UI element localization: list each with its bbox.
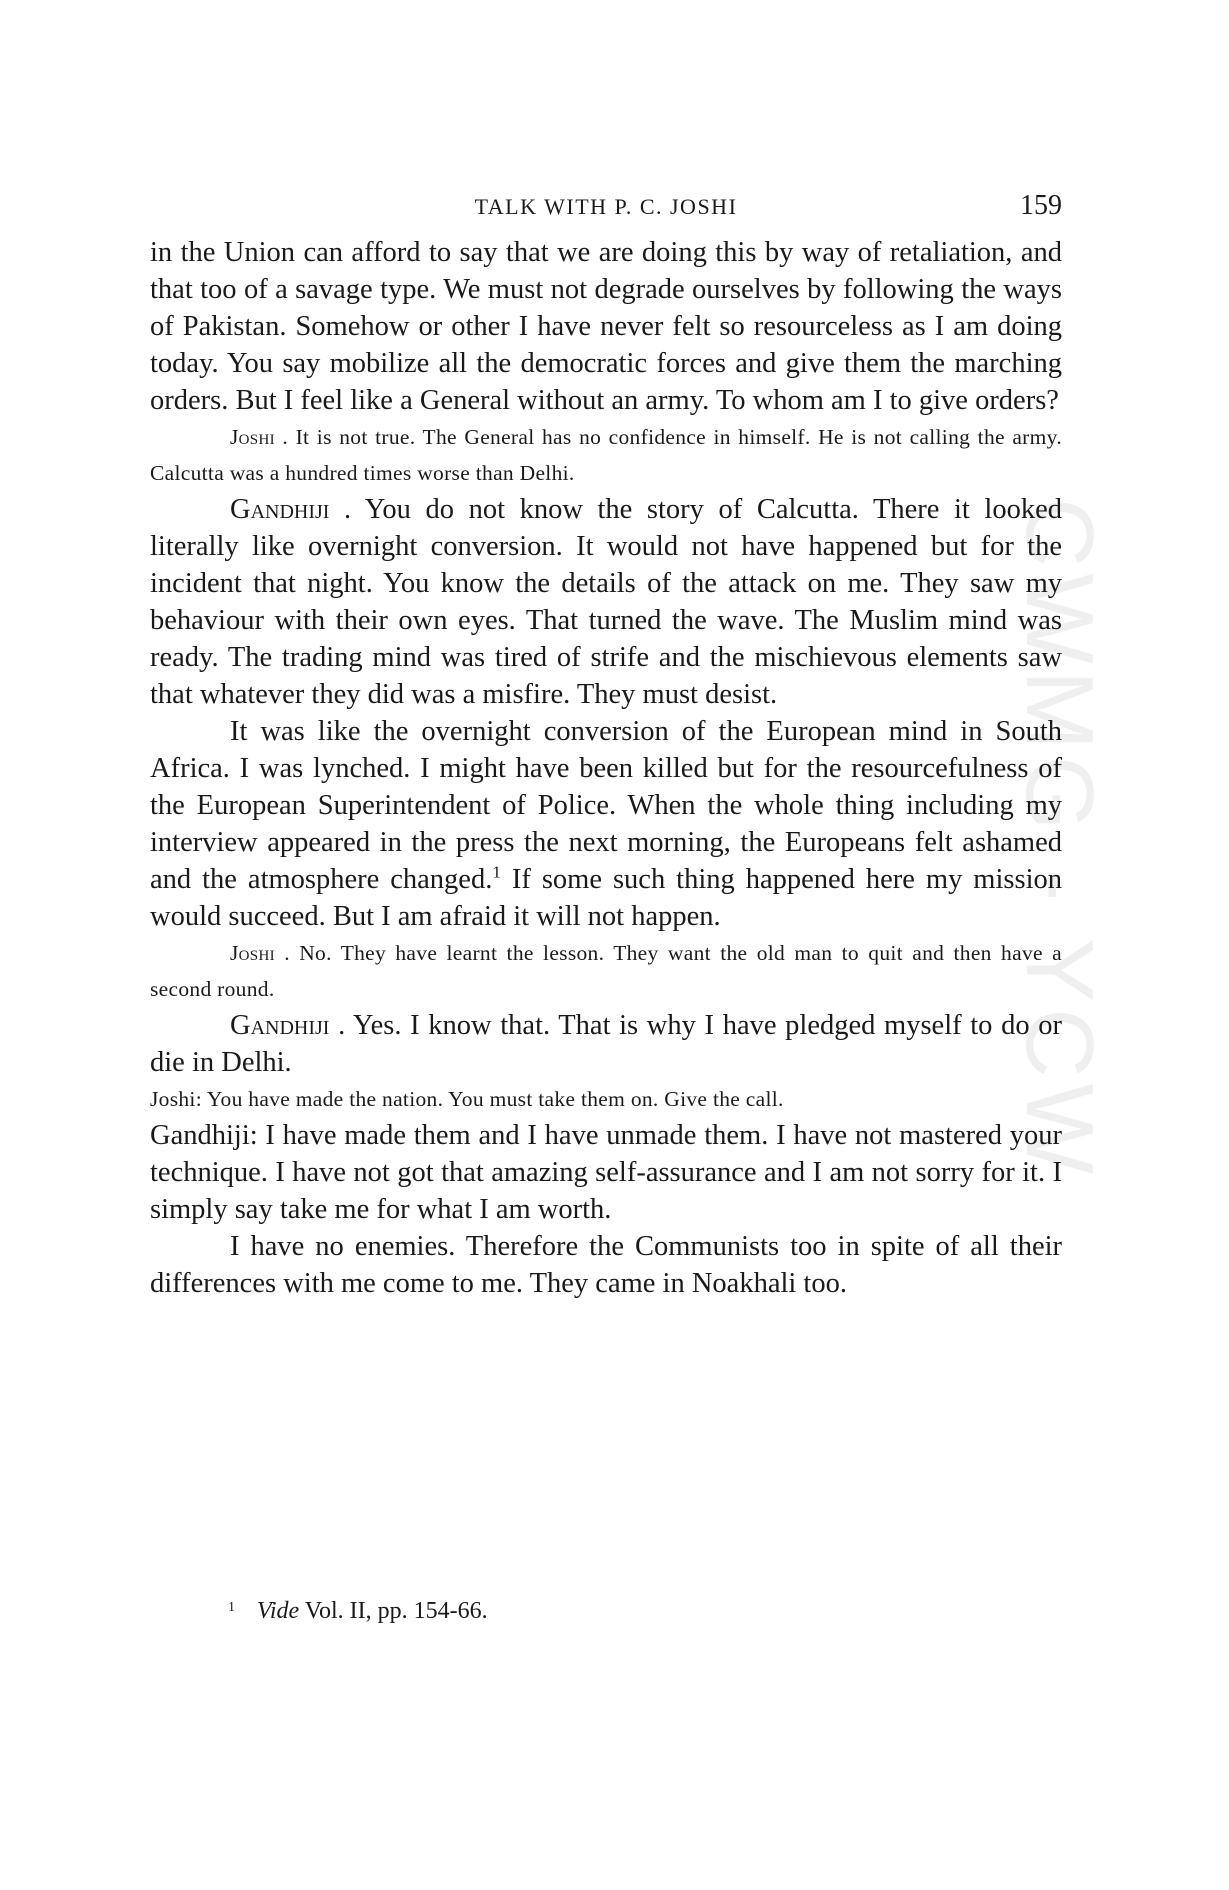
paragraph: It was like the overnight conversion of the European mind in South Africa. I was lynched. I might have been killed but for the resourcefulness of the European Superintendent of Police. When the whole thing including my interview appeared in the press the next morning, the Europeans felt ashamed and the atmosphere changed.$^1$ If some such thing happened here my mission would succeed. But I am afraid it will not happen. <box>150 716 1062 932</box>
footnote-reference: 1 <box>492 862 501 882</box>
speech-gandhiji: Gandhiji: I have made them and I have unmade them. I have not mastered your technique. I have not got that amazing self-assurance and I am not sorry for it. I simply say take me for what I am worth. <box>150 1120 1062 1225</box>
footnote-mark: 1 <box>228 1600 235 1615</box>
running-title: TALK WITH P. C. JOSHI <box>474 194 738 219</box>
watermark: CWMG - YCW <box>1006 498 1113 1181</box>
body-text <box>150 234 1062 1302</box>
speech-text: No. They have learnt the lesson. They want the old man to quit and then have a second round. <box>150 941 1062 1001</box>
speaker-name: Gandhiji <box>230 1010 330 1041</box>
paragraph: in the Union can afford to say that we are doing this by way of retaliation, and that too of a savage type. We must not degrade ourselves by following the ways of Pakistan. Somehow or other I have never felt so resourceless as I am doing today. You say mobilize all the democratic forces and give them the marching orders. But I feel like a General without an army. To whom am I to give orders? <box>150 237 1062 416</box>
speech-joshi: Joshi . No. They have learnt the lesson. They want the old man to quit and then have a second round. <box>150 941 1062 1001</box>
footnote <box>228 1598 488 1625</box>
speech-gandhiji: Gandhiji . You do not know the story of Calcutta. There it looked literally like overnight conversion. It would not have happened but for the incident that night. You know the details of the attack on me. They saw my behaviour with their own eyes. That turned the wave. The Muslim mind was ready. The trading mind was tired of strife and the mischievous elements saw that whatever they did was a misfire. They must desist. <box>150 494 1062 710</box>
speaker-name: Gandhiji <box>230 494 330 525</box>
footnote-text: Vol. II, pp. 154-66. <box>299 1598 488 1624</box>
speech-text: Yes. I know that. That is why I have pledged myself to do or die in Delhi. <box>150 1010 1062 1078</box>
footnote-italic: Vide <box>257 1598 300 1624</box>
running-head <box>150 190 1062 224</box>
speech-text: You do not know the story of Calcutta. There it looked literally like overnight conversion. It would not have happened but for the incident that night. You know the details of the attack on me. They saw my behaviour with their own eyes. That turned the wave. The Muslim mind was ready. The trading mind was tired of strife and the mischievous elements saw that whatever they did was a misfire. They must desist. <box>150 494 1062 710</box>
speech-text: It is not true. The General has no confidence in himself. He is not calling the army. Calcutta was a hundred times worse than Delhi. <box>150 425 1062 485</box>
speaker-name: Joshi <box>230 425 275 449</box>
page-number: 159 <box>1020 190 1062 221</box>
speech-joshi: Joshi: You have made the nation. You must take them on. Give the call. <box>150 1087 784 1111</box>
speaker-name: Joshi <box>230 941 275 965</box>
speech-joshi: Joshi . It is not true. The General has no confidence in himself. He is not calling the army. Calcutta was a hundred times worse than Delhi. <box>150 425 1062 485</box>
paragraph: I have no enemies. Therefore the Communists too in spite of all their differences with me come to me. They came in Noakhali too. <box>150 1231 1062 1299</box>
speech-gandhiji: Gandhiji . Yes. I know that. That is why I have pledged myself to do or die in Delhi. <box>150 1010 1062 1078</box>
